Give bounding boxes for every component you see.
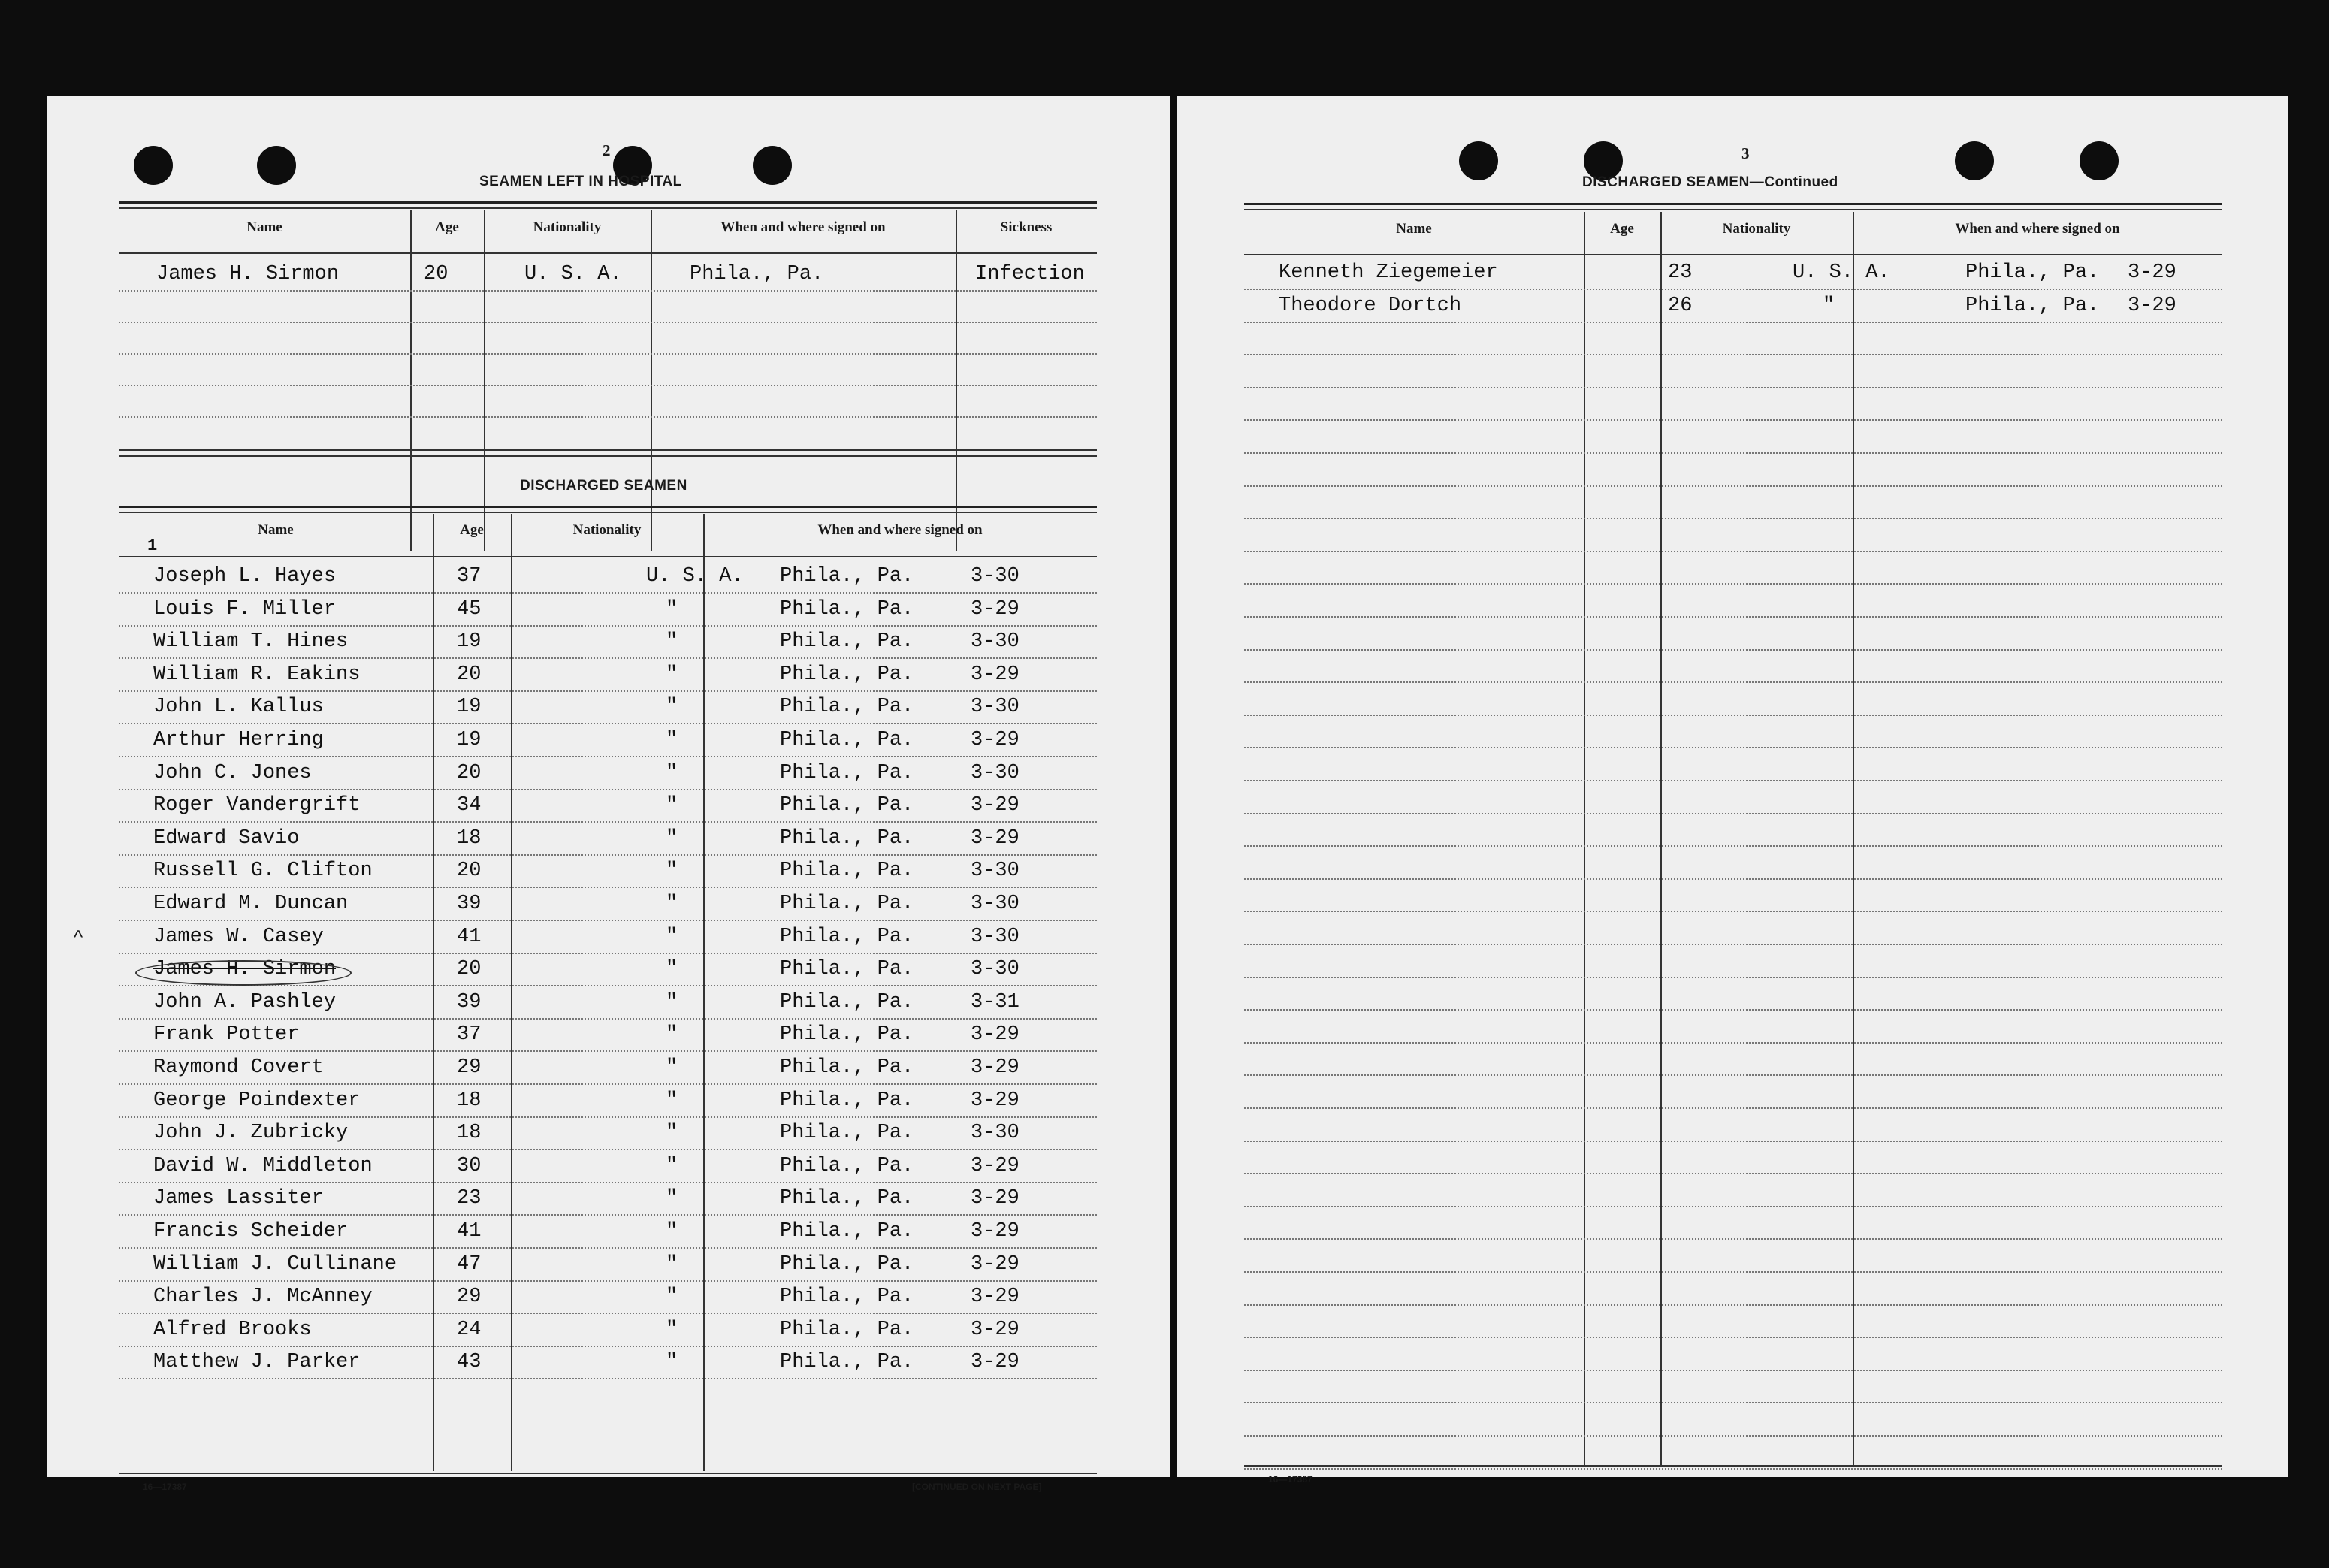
punch-hole (257, 146, 296, 185)
nationality-cell: " (1823, 294, 1835, 317)
place-cell: Phila., Pa. (780, 729, 914, 751)
age-cell: 18 (457, 1122, 482, 1145)
punch-hole (1459, 141, 1498, 180)
name-cell: William T. Hines (153, 630, 349, 654)
name-cell: Edward Savio (153, 826, 300, 850)
nationality-cell: " (666, 696, 678, 719)
date-cell: 3-30 (971, 696, 1020, 719)
table-rule (1244, 1465, 2222, 1467)
form-number: 16—17387 (1268, 1474, 1313, 1485)
nationality-cell: " (666, 729, 678, 751)
place-cell: Phila., Pa. (780, 1220, 914, 1243)
place-cell: Phila., Pa. (780, 893, 914, 915)
name-cell: James H. Sirmon (156, 263, 340, 286)
table-row (119, 1020, 1097, 1050)
col-header-name: Name (246, 219, 282, 235)
date-cell: 3-31 (971, 990, 1020, 1014)
nationality-cell: " (666, 794, 678, 817)
name-cell: James Lassiter (153, 1187, 324, 1210)
place-cell: Phila., Pa. (780, 696, 914, 719)
place-cell: Phila., Pa. (780, 597, 914, 621)
date-cell: 3-29 (971, 794, 1020, 817)
name-cell: Edward M. Duncan (153, 893, 349, 915)
date-cell: 3-29 (971, 1318, 1020, 1341)
place-cell: Phila., Pa. (780, 1056, 914, 1079)
margin-caret-mark: ^ (74, 926, 83, 948)
signed-on-cell: Phila., Pa. (690, 263, 824, 286)
place-cell: Phila., Pa. (1965, 261, 2100, 284)
nationality-cell: " (666, 1318, 678, 1341)
age-cell: 37 (457, 565, 482, 588)
table-row (119, 1119, 1097, 1149)
date-cell: 3-29 (971, 1351, 1020, 1374)
age-cell: 19 (457, 696, 482, 719)
nationality-cell: " (666, 860, 678, 883)
name-cell: Raymond Covert (153, 1056, 324, 1079)
table-row (119, 627, 1097, 657)
col-header-name: Name (1396, 221, 1432, 237)
col-header-age: Age (435, 219, 459, 235)
name-cell: William R. Eakins (153, 663, 361, 686)
table-row (119, 1348, 1097, 1378)
table-rule (1244, 203, 2222, 205)
date-cell: 3-29 (971, 1154, 1020, 1177)
table-rule (1244, 254, 2222, 255)
table-row (1244, 258, 2222, 289)
table-row (119, 260, 1097, 290)
continued-note: [CONTINUED ON NEXT PAGE] (912, 1482, 1042, 1492)
nationality-cell: " (666, 1154, 678, 1177)
column-divider (1660, 212, 1662, 1467)
age-cell: 23 (457, 1187, 482, 1210)
place-cell: Phila., Pa. (780, 1154, 914, 1177)
table-row (119, 791, 1097, 821)
right-page (1177, 96, 2288, 1485)
table-row (119, 595, 1097, 625)
nationality-cell: " (666, 1089, 678, 1112)
date-cell: 3-29 (971, 597, 1020, 621)
table-row (119, 562, 1097, 592)
age-cell: 20 (457, 958, 482, 981)
place-cell: Phila., Pa. (780, 1089, 914, 1112)
table-row (119, 890, 1097, 920)
date-cell: 3-30 (971, 761, 1020, 784)
age-cell: 47 (457, 1252, 482, 1276)
col-header-signed-on: When and where signed on (1955, 221, 2120, 237)
name-cell: Matthew J. Parker (153, 1351, 361, 1374)
age-cell: 20 (457, 761, 482, 784)
name-cell: Alfred Brooks (153, 1318, 312, 1341)
date-cell: 3-29 (971, 1056, 1020, 1079)
nationality-cell: " (666, 826, 678, 850)
age-cell: 20 (424, 263, 449, 286)
name-cell: John C. Jones (153, 761, 312, 784)
date-cell: 3-29 (971, 1252, 1020, 1276)
table-row (119, 1152, 1097, 1182)
nationality-cell: " (666, 958, 678, 981)
age-cell: 37 (457, 1023, 482, 1047)
table-row (119, 1053, 1097, 1083)
age-cell: 41 (457, 1220, 482, 1243)
date-cell: 3-29 (971, 1220, 1020, 1243)
column-divider (1584, 212, 1585, 1467)
date-cell: 3-30 (971, 1122, 1020, 1145)
discharged-section-title: DISCHARGED SEAMEN (520, 478, 687, 494)
page-number: 2 (603, 141, 611, 159)
sickness-cell: Infection (975, 263, 1085, 286)
age-cell: 18 (457, 826, 482, 850)
place-cell: Phila., Pa. (780, 958, 914, 981)
nationality-cell: " (666, 1056, 678, 1079)
nationality-cell: " (666, 630, 678, 654)
table-row (119, 988, 1097, 1018)
place-cell: Phila., Pa. (780, 1252, 914, 1276)
age-cell: 39 (457, 893, 482, 915)
place-cell: Phila., Pa. (1965, 294, 2100, 317)
table-rule (119, 1473, 1097, 1474)
table-rule (119, 252, 1097, 254)
date-cell: 3-30 (971, 565, 1020, 588)
name-cell: Louis F. Miller (153, 597, 337, 621)
nationality-cell: U. S. A. (1793, 261, 1890, 284)
name-cell: Theodore Dortch (1279, 294, 1462, 317)
place-cell: Phila., Pa. (780, 794, 914, 817)
nationality-cell: " (666, 1252, 678, 1276)
punch-hole (2080, 141, 2119, 180)
age-cell: 26 (1668, 294, 1693, 317)
col-header-sickness: Sickness (1000, 219, 1053, 235)
age-cell: 41 (457, 925, 482, 948)
nationality-cell: " (666, 925, 678, 948)
table-rule (119, 449, 1097, 451)
nationality-cell: " (666, 1286, 678, 1309)
age-cell: 34 (457, 794, 482, 817)
table-row (119, 1282, 1097, 1313)
table-row (119, 759, 1097, 789)
age-cell: 19 (457, 630, 482, 654)
table-row (119, 1184, 1097, 1214)
place-cell: Phila., Pa. (780, 1122, 914, 1145)
date-cell: 3-29 (971, 1286, 1020, 1309)
date-cell: 3-29 (971, 1187, 1020, 1210)
name-cell: Russell G. Clifton (153, 860, 373, 883)
punch-hole (134, 146, 173, 185)
age-cell: 23 (1668, 261, 1693, 284)
left-page (47, 96, 1170, 1492)
column-divider (1853, 212, 1854, 1467)
name-cell: Joseph L. Hayes (153, 565, 337, 588)
nationality-cell: " (666, 1220, 678, 1243)
place-cell: Phila., Pa. (780, 630, 914, 654)
form-number: 16—17387 (143, 1482, 187, 1492)
place-cell: Phila., Pa. (780, 1023, 914, 1047)
name-cell: James H. Sirmon (153, 958, 337, 981)
date-cell: 3-29 (2128, 261, 2176, 284)
name-cell: Arthur Herring (153, 729, 324, 751)
table-rule (119, 556, 1097, 557)
name-cell: John A. Pashley (153, 990, 337, 1014)
age-cell: 29 (457, 1056, 482, 1079)
table-row (119, 693, 1097, 723)
col-header-signed-on: When and where signed on (817, 522, 983, 538)
name-cell: George Poindexter (153, 1089, 361, 1112)
page-number: 3 (1741, 144, 1750, 162)
name-cell: William J. Cullinane (153, 1252, 397, 1276)
date-cell: 3-29 (2128, 294, 2176, 317)
name-cell: David W. Middleton (153, 1154, 373, 1177)
age-cell: 20 (457, 663, 482, 686)
age-cell: 24 (457, 1318, 482, 1341)
table-row (119, 824, 1097, 854)
name-cell: John L. Kallus (153, 696, 324, 719)
table-row (119, 1250, 1097, 1280)
nationality-cell: " (666, 663, 678, 686)
age-cell: 18 (457, 1089, 482, 1112)
col-header-age: Age (460, 522, 484, 538)
place-cell: Phila., Pa. (780, 1351, 914, 1374)
age-cell: 39 (457, 990, 482, 1014)
age-cell: 20 (457, 860, 482, 883)
name-cell: James W. Casey (153, 925, 324, 948)
col-header-nationality: Nationality (1722, 221, 1791, 237)
date-cell: 3-29 (971, 1089, 1020, 1112)
table-rule (1244, 209, 2222, 210)
punch-hole (1955, 141, 1994, 180)
date-cell: 3-29 (971, 826, 1020, 850)
nationality-cell: U. S. A. (646, 565, 744, 588)
nationality-cell: " (666, 761, 678, 784)
table-row (119, 1086, 1097, 1116)
place-cell: Phila., Pa. (780, 826, 914, 850)
date-cell: 3-29 (971, 1023, 1020, 1047)
age-cell: 19 (457, 729, 482, 751)
nationality-cell: U. S. A. (524, 263, 622, 286)
table-rule (119, 506, 1097, 508)
nationality-cell: " (666, 893, 678, 915)
table-rule (119, 455, 1097, 457)
place-cell: Phila., Pa. (780, 990, 914, 1014)
table-row (119, 1217, 1097, 1247)
side-number: 1 (147, 536, 158, 555)
date-cell: 3-29 (971, 729, 1020, 751)
table-row (119, 923, 1097, 953)
discharged-continued-title: DISCHARGED SEAMEN—Continued (1582, 174, 1838, 190)
place-cell: Phila., Pa. (780, 761, 914, 784)
age-cell: 43 (457, 1351, 482, 1374)
table-rule (119, 512, 1097, 513)
date-cell: 3-30 (971, 860, 1020, 883)
place-cell: Phila., Pa. (780, 925, 914, 948)
nationality-cell: " (666, 1122, 678, 1145)
date-cell: 3-30 (971, 630, 1020, 654)
age-cell: 29 (457, 1286, 482, 1309)
nationality-cell: " (666, 990, 678, 1014)
nationality-cell: " (666, 1023, 678, 1047)
punch-hole (753, 146, 792, 185)
table-rule (119, 207, 1097, 209)
col-header-signed-on: When and where signed on (720, 219, 886, 235)
table-row (119, 857, 1097, 887)
age-cell: 45 (457, 597, 482, 621)
place-cell: Phila., Pa. (780, 1318, 914, 1341)
nationality-cell: " (666, 1351, 678, 1374)
place-cell: Phila., Pa. (780, 860, 914, 883)
name-cell: Roger Vandergrift (153, 794, 361, 817)
name-cell: John J. Zubricky (153, 1122, 349, 1145)
nationality-cell: " (666, 597, 678, 621)
name-cell: Kenneth Ziegemeier (1279, 261, 1498, 284)
date-cell: 3-30 (971, 893, 1020, 915)
place-cell: Phila., Pa. (780, 1286, 914, 1309)
table-row (1244, 292, 2222, 322)
col-header-nationality: Nationality (572, 522, 642, 538)
table-row (119, 660, 1097, 690)
col-header-age: Age (1610, 221, 1634, 237)
date-cell: 3-29 (971, 663, 1020, 686)
hospital-section-title: SEAMEN LEFT IN HOSPITAL (479, 174, 682, 189)
date-cell: 3-30 (971, 958, 1020, 981)
nationality-cell: " (666, 1187, 678, 1210)
col-header-nationality: Nationality (533, 219, 602, 235)
place-cell: Phila., Pa. (780, 663, 914, 686)
place-cell: Phila., Pa. (780, 565, 914, 588)
place-cell: Phila., Pa. (780, 1187, 914, 1210)
name-cell: Francis Scheider (153, 1220, 349, 1243)
ink-circle-mark (135, 960, 352, 986)
table-row (119, 1316, 1097, 1346)
table-row (119, 726, 1097, 756)
name-cell: Charles J. McAnney (153, 1286, 373, 1309)
name-cell: Frank Potter (153, 1023, 300, 1047)
table-rule (119, 201, 1097, 204)
col-header-name: Name (258, 522, 294, 538)
date-cell: 3-30 (971, 925, 1020, 948)
age-cell: 30 (457, 1154, 482, 1177)
